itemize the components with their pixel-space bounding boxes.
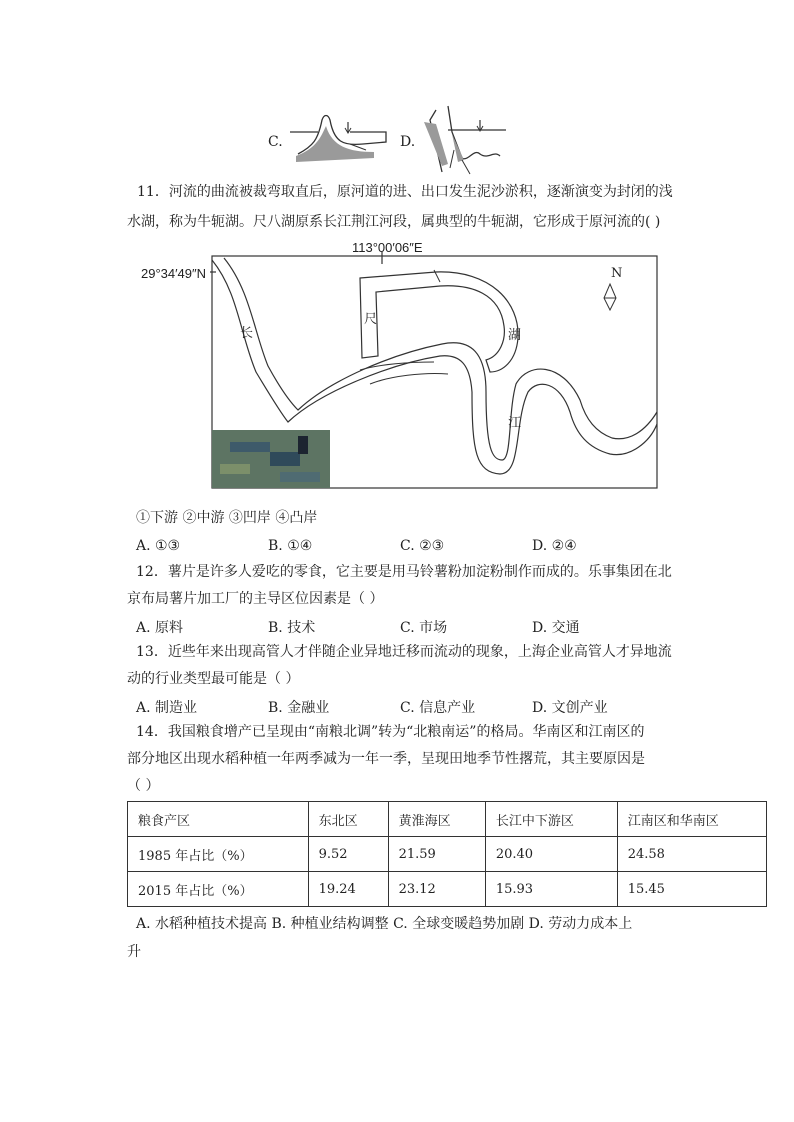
table-header-row <box>128 802 767 837</box>
table-header-cell: 东北区 <box>308 802 388 837</box>
option-d-label: D. <box>400 134 416 150</box>
q13-option-b[interactable]: B. 金融业 <box>268 700 330 716</box>
q11-text-line2: 水湖，称为牛轭湖。尺八湖原系长江荆江河段，属典型的牛轭湖，它形成于原河流的( ) <box>127 214 661 230</box>
q12-text-line1: 12．薯片是许多人爱吃的零食，它主要是用马铃薯粉加淀粉制作而成的。乐事集团在北 <box>136 564 672 580</box>
map-char-jiang: 江 <box>508 416 522 431</box>
table-header-cell: 江南区和华南区 <box>617 802 766 837</box>
q13-option-c[interactable]: C. 信息产业 <box>400 700 476 716</box>
q13-option-a[interactable]: A. 制造业 <box>136 700 198 716</box>
q12-option-a[interactable]: A. 原料 <box>136 620 184 636</box>
q11-option-c[interactable]: C. ②③ <box>400 538 445 554</box>
q14-options-wrap: 升 <box>127 944 141 960</box>
map-longitude-label: 113°00′06″E <box>352 240 423 255</box>
table-cell: 23.12 <box>388 872 485 907</box>
q11-text-line1: 11．河流的曲流被裁弯取直后，原河道的进、出口发生泥沙淤积，逐渐演变为封闭的浅 <box>137 184 673 200</box>
map-char-hu: 湖 <box>508 328 522 343</box>
table-cell: 15.93 <box>485 872 617 907</box>
table-cell: 9.52 <box>308 837 388 872</box>
table-cell: 19.24 <box>308 872 388 907</box>
q12-option-d[interactable]: D. 交通 <box>532 620 580 636</box>
q11-statements: ①下游 ②中游 ③凹岸 ④凸岸 <box>136 510 318 526</box>
q14-text-line2: 部分地区出现水稻种植一年两季减为一年一季，呈现田地季节性撂荒，其主要原因是 <box>127 751 645 767</box>
map-latitude-label: 29°34′49″N <box>141 266 207 281</box>
table-header-cell: 长江中下游区 <box>485 802 617 837</box>
q11-option-a[interactable]: A. ①③ <box>136 538 181 554</box>
q11-option-b[interactable]: B. ①④ <box>268 538 313 554</box>
q12-option-b[interactable]: B. 技术 <box>268 620 316 636</box>
q13-text-line1: 13．近些年来出现高管人才伴随企业异地迁移而流动的现象，上海企业高管人才异地流 <box>136 644 672 660</box>
q14-text-line1: 14．我国粮食增产已呈现由“南粮北调”转为“北粮南运”的格局。华南区和江南区的 <box>136 724 645 740</box>
table-cell: 24.58 <box>617 837 766 872</box>
q14-options[interactable]: A. 水稻种植技术提高 B. 种植业结构调整 C. 全球变暖趋势加剧 D. 劳动力成本上 <box>136 916 633 932</box>
q14-text-line3: （ ） <box>127 778 160 794</box>
table-cell: 2015 年占比（%） <box>128 872 309 907</box>
q13-text-line2: 动的行业类型最可能是（ ） <box>127 671 300 687</box>
table-cell: 20.40 <box>485 837 617 872</box>
table-row <box>128 872 767 907</box>
table-row <box>128 837 767 872</box>
map-char-chi: 尺 <box>364 312 378 327</box>
q11-option-d[interactable]: D. ②④ <box>532 538 577 554</box>
table-cell: 15.45 <box>617 872 766 907</box>
q13-option-d[interactable]: D. 文创产业 <box>532 700 608 716</box>
option-c-label: C. <box>268 134 283 150</box>
grain-share-table <box>127 801 767 907</box>
table-cell: 21.59 <box>388 837 485 872</box>
table-header-cell: 粮食产区 <box>128 802 309 837</box>
table-header-cell: 黄淮海区 <box>388 802 485 837</box>
oxbow-lake-map <box>210 252 660 490</box>
q12-text-line2: 京布局薯片加工厂的主导区位因素是（ ） <box>127 591 384 607</box>
table-cell: 1985 年占比（%） <box>128 837 309 872</box>
map-char-chang: 长 <box>240 326 254 341</box>
q12-option-c[interactable]: C. 市场 <box>400 620 448 636</box>
option-d-diagram <box>418 102 510 182</box>
option-c-diagram <box>288 112 388 167</box>
map-north-label: N <box>611 266 623 281</box>
